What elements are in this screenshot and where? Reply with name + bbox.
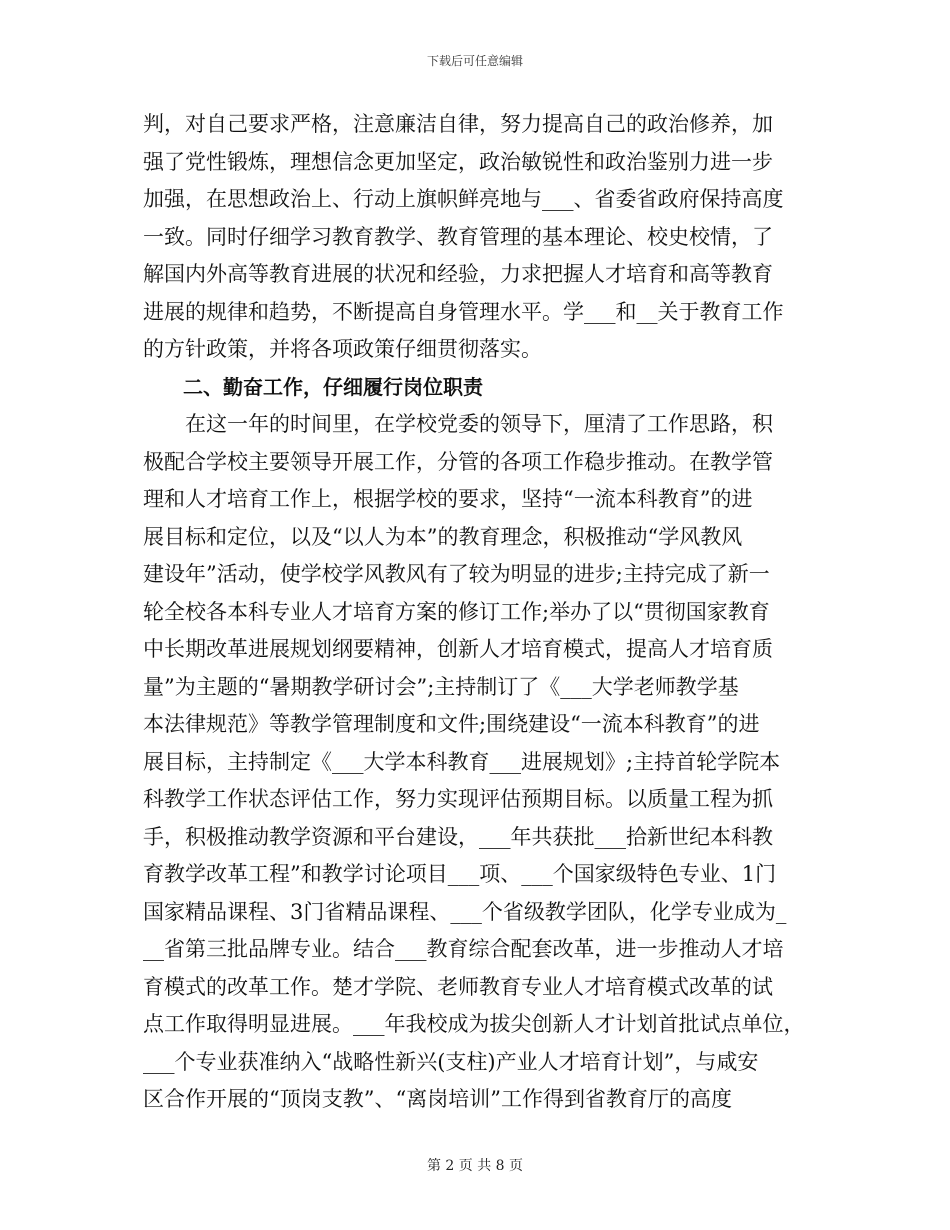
body-line: 国家精品课程、3门省精品课程、___个省级教学团队，化学专业成为_ — [143, 899, 787, 924]
body-line: 展目标，主持制定《___大学本科教育___进展规划》;主持首轮学院本 — [143, 749, 781, 774]
body-line: 点工作取得明显进展。___年我校成为拔尖创新人才计划首批试点单位， — [143, 1012, 805, 1036]
body-line: 量”为主题的“暑期教学研讨会”;主持制订了《___大学老师教学基 — [143, 674, 739, 699]
body-line: 判，对自己要求严格，注意廉洁自律，努力提高自己的政治修养，加 — [143, 112, 773, 136]
body-line: 加强，在思想政治上、行动上旗帜鲜亮地与___、省委省政府保持高度 — [143, 187, 784, 211]
body-line: 的方针政策，并将各项政策仔细贯彻落实。 — [143, 337, 542, 361]
page-number: 第 2 页 共 8 页 — [426, 1158, 524, 1174]
body-line: 展目标和定位，以及“以人为本”的教育理念，积极推动“学风教风 — [143, 524, 743, 549]
body-line: 科教学工作状态评估工作，努力实现评估预期目标。以质量工程为抓 — [143, 787, 773, 811]
body-line: 在这一年的时间里，在学校党委的领导下，厘清了工作思路，积 — [143, 412, 773, 436]
body-line: __省第三批品牌专业。结合___教育综合配套改革，进一步推动人才培 — [143, 937, 784, 961]
body-line: 手，积极推动教学资源和平台建设，___年共获批___拾新世纪本科教 — [143, 824, 773, 849]
body-line: 育教学改革工程”和教学讨论项目___项、___个国家级特色专业、1门 — [143, 862, 777, 886]
section-heading: 二、勤奋工作，仔细履行岗位职责 — [143, 374, 483, 399]
body-line: 轮全校各本科专业人才培育方案的修订工作;举办了以“贯彻国家教育 — [143, 599, 770, 624]
body-line: 理和人才培育工作上，根据学校的要求，坚持“一流本科教育”的进 — [143, 487, 753, 511]
page-header-note: 下载后可任意编辑 — [426, 54, 523, 68]
body-line: 中长期改革进展规划纲要精神，创新人才培育模式，提高人才培育质 — [143, 637, 773, 661]
document-body — [143, 106, 813, 1119]
body-line: 一致。同时仔细学习教育教学、教育管理的基本理论、校史校情，了 — [143, 224, 773, 249]
body-line: 极配合学校主要领导开展工作，分管的各项工作稳步推动。在教学管 — [143, 449, 773, 474]
body-line: 进展的规律和趋势，不断提高自身管理水平。学___和__关于教育工作 — [143, 299, 784, 324]
body-line: 区合作开展的“顶岗支教”、“离岗培训”工作得到省教育厅的高度 — [143, 1087, 732, 1111]
body-line: 建设年”活动，使学校学风教风有了较为明显的进步;主持完成了新一 — [143, 562, 770, 586]
body-line: 解国内外高等教育进展的状况和经验，力求把握人才培育和高等教育 — [143, 262, 773, 286]
body-line: 育模式的改革工作。楚才学院、老师教育专业人才培育模式改革的试 — [143, 974, 773, 999]
body-line: 强了党性锻炼，理想信念更加坚定，政治敏锐性和政治鉴别力进一步 — [143, 149, 773, 174]
body-line: 本法律规范》等教学管理制度和文件;围绕建设“一流本科教育”的进 — [143, 712, 760, 736]
body-line: ___个专业获准纳入“战略性新兴(支柱)产业人才培育计划”，与咸安 — [143, 1049, 759, 1074]
